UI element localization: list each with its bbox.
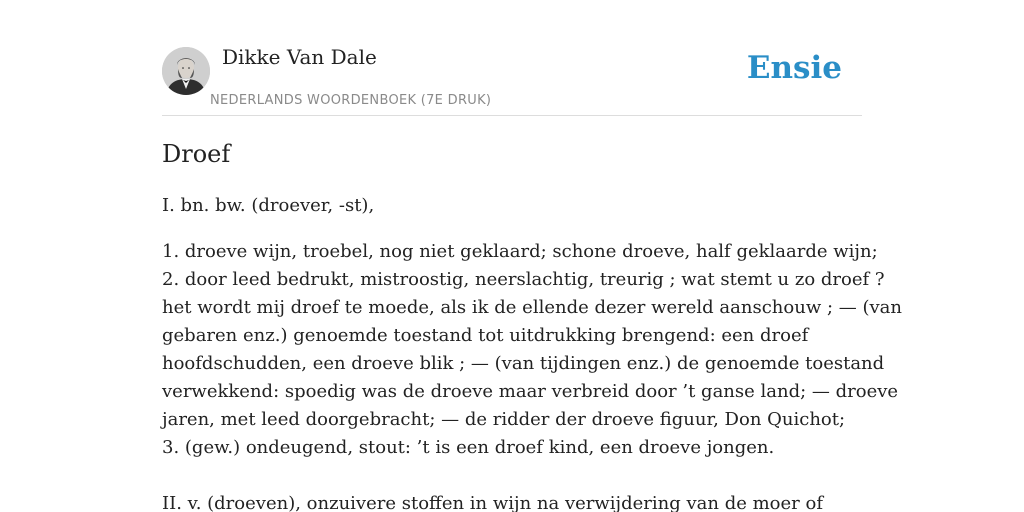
definition-line: gebaren enz.) genoemde toestand tot uitdrukking brengend: een droef <box>162 325 809 346</box>
spacer <box>162 220 862 238</box>
author-avatar[interactable] <box>162 47 210 95</box>
definition-line: jaren, met leed doorgebracht; — de ridder der droeve figuur, Don Quichot; <box>162 409 846 430</box>
definition-line: verwekkend: spoedig was de droeve maar verbreid door ’t ganse land; — droeve <box>162 381 899 402</box>
definition-line: hoofdschudden, een droeve blik ; — (van tijdingen enz.) de genoemde toestand <box>162 353 885 374</box>
definition-line: 1. droeve wijn, troebel, nog niet geklaard; schone droeve, half geklaarde wijn; <box>162 241 878 262</box>
definition-line: 3. (gew.) ondeugend, stout: ’t is een droef kind, een droeve jongen. <box>162 437 775 458</box>
portrait-icon <box>162 47 210 95</box>
source-label[interactable]: NEDERLANDS WOORDENBOEK (7E DRUK) <box>210 93 492 108</box>
page-title: Droef <box>162 140 231 168</box>
entry-body <box>162 192 902 512</box>
author-name[interactable]: Dikke Van Dale <box>222 45 377 69</box>
grammar-line: I. bn. bw. (droever, -st), <box>162 195 375 216</box>
entry-header <box>162 0 862 116</box>
definition-line: het wordt mij droef te moede, als ik de ellende dezer wereld aanschouw ; — (van <box>162 297 902 318</box>
spacer <box>162 462 862 490</box>
content-column <box>162 0 902 512</box>
ensie-logo[interactable]: Ensie <box>746 50 842 86</box>
definition-line: 2. door leed bedrukt, mistroostig, neerslachtig, treurig ; wat stemt u zo droef ? <box>162 269 885 290</box>
section-two-line: II. v. (droeven), onzuivere stoffen in wijn na verwijdering van de moer of <box>162 493 823 512</box>
